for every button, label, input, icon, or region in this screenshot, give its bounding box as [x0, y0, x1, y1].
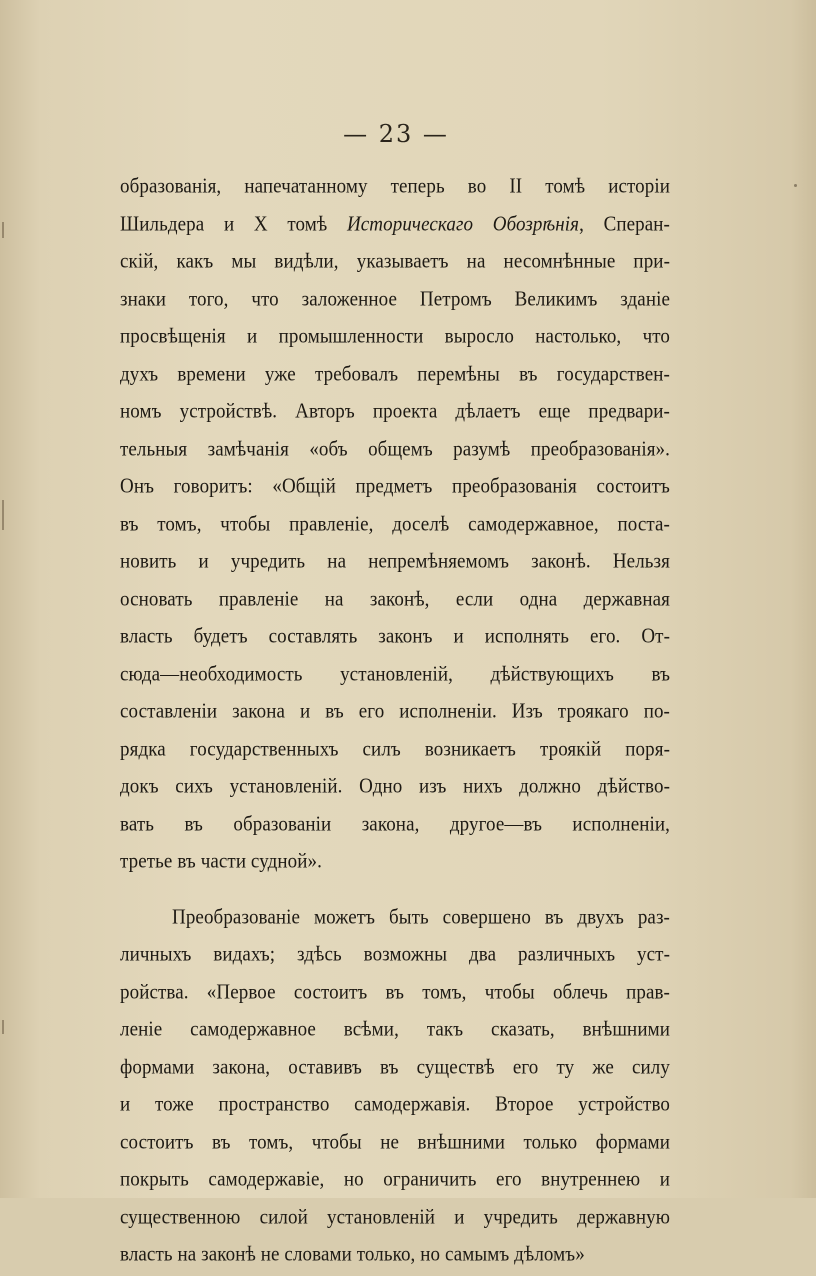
paragraph-2	[120, 899, 670, 1274]
text-line: и тоже пространство самодержавія. Второе устройство	[120, 1092, 670, 1117]
page-number: — 23 —	[343, 120, 449, 148]
page-edge-marks	[2, 0, 8, 1198]
text-line: знаки того, что заложенное Петромъ Великимъ зданіе	[120, 287, 670, 311]
text-line: вать въ образованіи закона, другое—въ исполненіи,	[120, 812, 670, 836]
text-line: номъ устройствѣ. Авторъ проекта дѣлаетъ еще предвари-	[120, 399, 670, 424]
text-line: формами закона, оставивъ въ существѣ его ту же силу	[120, 1055, 670, 1079]
text-line: образованія, напечатанному теперь во II томѣ исторіи	[120, 174, 670, 199]
text-line: Онъ говоритъ: «Общій предметъ преобразованія состоитъ	[120, 474, 670, 499]
text-line: тельныя замѣчанія «объ общемъ разумѣ преобразованія».	[120, 437, 670, 461]
text-line: покрыть самодержавіе, но ограничить его внутреннею и	[120, 1167, 670, 1192]
text-line: рядка государственныхъ силъ возникаетъ троякій поря-	[120, 737, 670, 761]
text-line: личныхъ видахъ; здѣсь возможны два различныхъ уст-	[120, 942, 670, 967]
body-text	[120, 168, 670, 1274]
paragraph-1	[120, 168, 670, 881]
text-line: основать правленіе на законѣ, если одна державная	[120, 587, 670, 611]
text-line: третье въ части судной».	[120, 849, 322, 874]
edge-mark	[2, 1020, 4, 1034]
text-line: состоитъ въ томъ, чтобы не внѣшними только формами	[120, 1130, 670, 1154]
text-line: леніе самодержавное всѣми, такъ сказать, внѣшними	[120, 1017, 670, 1042]
text-line: составленіи закона и въ его исполненіи. Изъ троякаго по-	[120, 699, 670, 724]
text-line: духъ времени уже требовалъ перемѣны въ государствен-	[120, 362, 670, 386]
text-line: власть будетъ составлять законъ и исполнять его. От-	[120, 624, 670, 649]
edge-mark	[2, 500, 4, 530]
text-line: ройства. «Первое состоитъ въ томъ, чтобы облечь прав-	[120, 980, 670, 1004]
text-line: просвѣщенія и промышленности выросло настолько, что	[120, 324, 670, 349]
text-line: сюда—необходимость установленій, дѣйствующихъ въ	[120, 662, 670, 686]
text-line: докъ сихъ установленій. Одно изъ нихъ должно дѣйство-	[120, 774, 670, 799]
text-line: новить и учредить на непремѣняемомъ законѣ. Нельзя	[120, 549, 670, 574]
text-line: власть на законѣ не словами только, но самымъ дѣломъ»	[120, 1242, 585, 1267]
text-line: существенною силой установленій и учредить державную	[120, 1205, 670, 1229]
ink-dot	[794, 184, 797, 187]
text-line: Преобразованіе можетъ быть совершено въ двухъ раз-	[172, 905, 670, 929]
text-segment: Шильдера и X томѣ	[120, 212, 347, 236]
text-line: въ томъ, чтобы правленіе, доселѣ самодержавное, поста-	[120, 512, 670, 536]
text-segment: , Сперан-	[579, 212, 670, 236]
italic-title: Историческаго Обозрѣнія	[346, 212, 580, 236]
edge-mark	[2, 222, 4, 238]
text-line	[120, 203, 670, 245]
text-line: скій, какъ мы видѣли, указываетъ на несомнѣнные при-	[120, 249, 670, 274]
